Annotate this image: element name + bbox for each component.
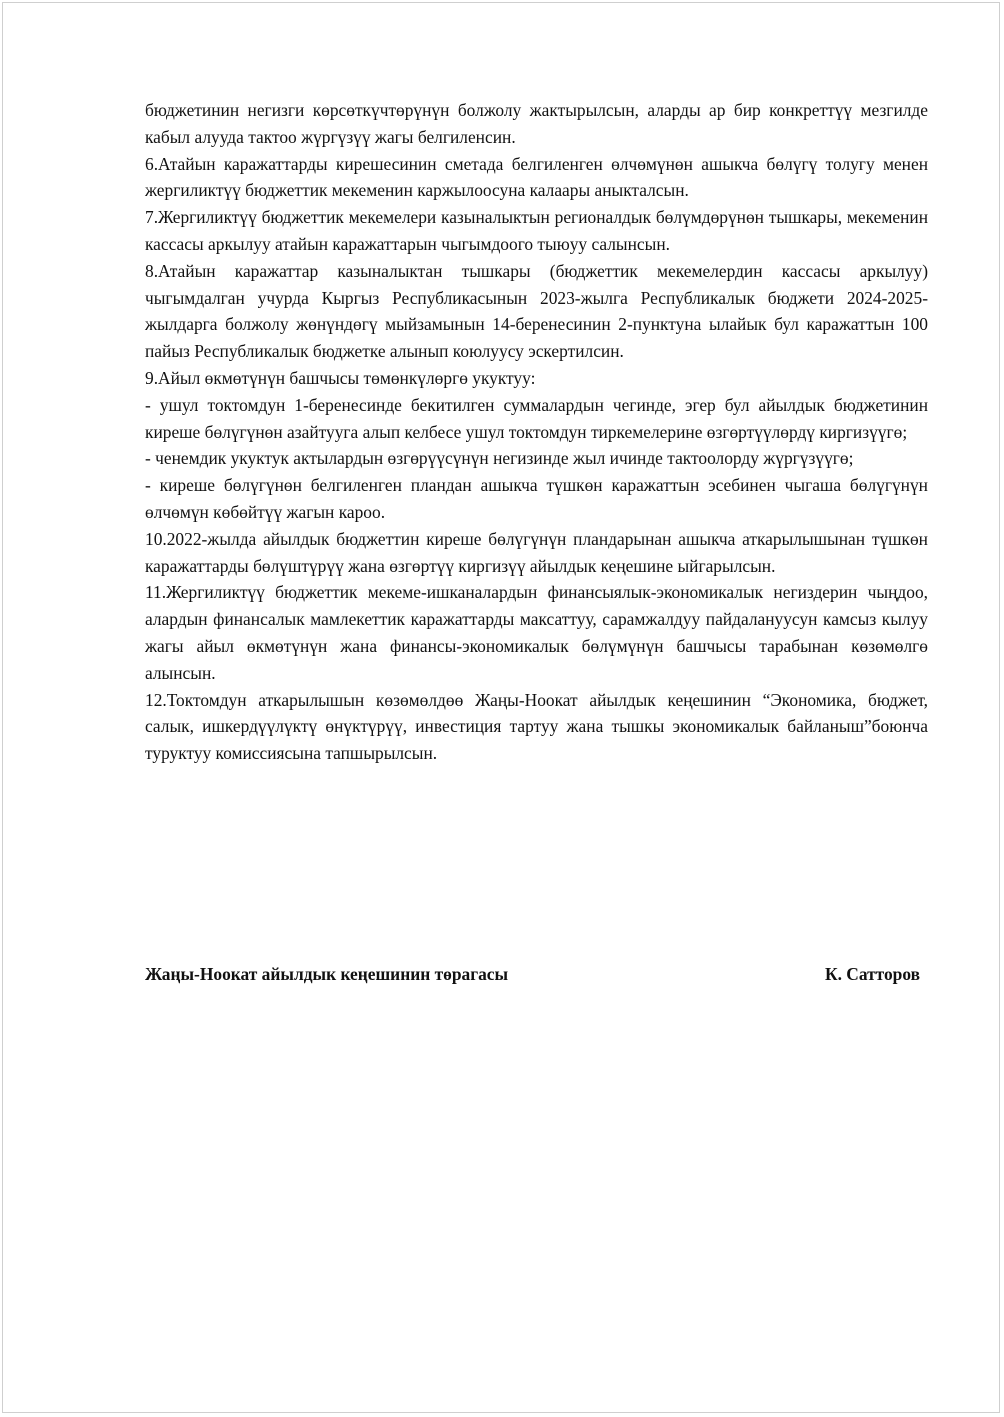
paragraph-item-9-bullet-1: - ушул токтомдун 1-беренесинде бекитилген суммалардын чегинде, эгер бул айылдык бюджетинин киреше бөлүгүнөн азайтууга алып келбесе ушул токтомдун тиркемелерине өзгөртүүлөрдү киргизүүгө; bbox=[145, 394, 928, 442]
paragraph-item-9: 9.Айыл өкмөтүнүн башчысы төмөнкүлөргө укуктуу: bbox=[145, 367, 536, 388]
paragraph-item-9-bullet-3: - киреше бөлүгүнөн белгиленген пландан ашыкча түшкөн каражаттын эсебинен чыгаша бөлүгүнүн өлчөмүн көбөйтүү жагын кароо. bbox=[145, 475, 928, 522]
paragraph-item-10: 10.2022-жылда айылдык бюджеттин киреше бөлүгүнүн пландарынан ашыкча аткарылышынан түшкөн каражаттарды бөлүштүрүү жана өзгөртүү киргизүү айылдык кеңешине ыйгарылсын. bbox=[145, 528, 928, 576]
paragraph-item-7: 7.Жергиликтүү бюджеттик мекемелери казыналыктын регионалдык бөлүмдөрүнөн тышкары, мекеменин кассасы аркылуу атайын каражаттарын чыгымдоого тыюуу салынсын. bbox=[145, 207, 928, 254]
document-body bbox=[145, 97, 928, 767]
paragraph-item-9-bullet-2: - ченемдик укуктук актылардын өзгөрүүсүнүн негизинде жыл ичинде тактоолорду жүргүзүүгө; bbox=[145, 448, 854, 469]
paragraph-item-8: 8.Атайын каражаттар казыналыктан тышкары (бюджеттик мекемелердин кассасы аркылуу) чыгымдалган учурда Кыргыз Республикасынын 2023-жылга Республикалык бюджети 2024-2025-жылдарга болжолу жөнүндөгү мыйзамынын 14-беренесинин 2-пунктуна ылайык бул каражаттын 100 пайыз Республикалык бюджетке алынып коюлуусу эскертилсин. bbox=[145, 260, 928, 362]
paragraph-item-6: 6.Атайын каражаттарды кирешесинин сметада белгиленген өлчөмүнөн ашыкча бөлүгү толугу менен жергиликтүү бюджеттик мекеменин каржылоосуна калаары аныкталсын. bbox=[145, 153, 928, 201]
signature-name: К. Сатторов bbox=[825, 964, 920, 984]
signature-position: Жаңы-Ноокат айылдык кеңешинин төрагасы bbox=[145, 964, 509, 984]
paragraph-item-12: 12.Токтомдун аткарылышын көзөмөлдөө Жаңы-Ноокат айылдык кеңешинин “Экономика, бюджет, салык, ишкердүүлүктү өнүктүрүү, инвестиция тартуу жана тышкы экономикалык байланыш”боюнча туруктуу комиссиясына тапшырылсын. bbox=[145, 689, 928, 764]
paragraph-budget-indicators: бюджетинин негизги көрсөткүчтөрүнүн болжолу жактырылсын, аларды ар бир конкреттүү мезгилде кабыл алууда тактоо жүргүзүү жагы белгиленсин. bbox=[145, 100, 928, 147]
signature-block bbox=[145, 964, 920, 985]
paragraph-item-11: 11.Жергиликтүү бюджеттик мекеме-ишканалардын финансыялык-экономикалык негиздерин чыңдоо, алардын финансалык мамлекеттик каражаттарды максаттуу, сарамжалдуу пайдалануусун камсыз кылуу жагы айыл өкмөтүнүн жана финансы-экономикалык бөлүмүнүн башчысы тарабынан көзөмөлгө алынсын. bbox=[145, 582, 928, 683]
